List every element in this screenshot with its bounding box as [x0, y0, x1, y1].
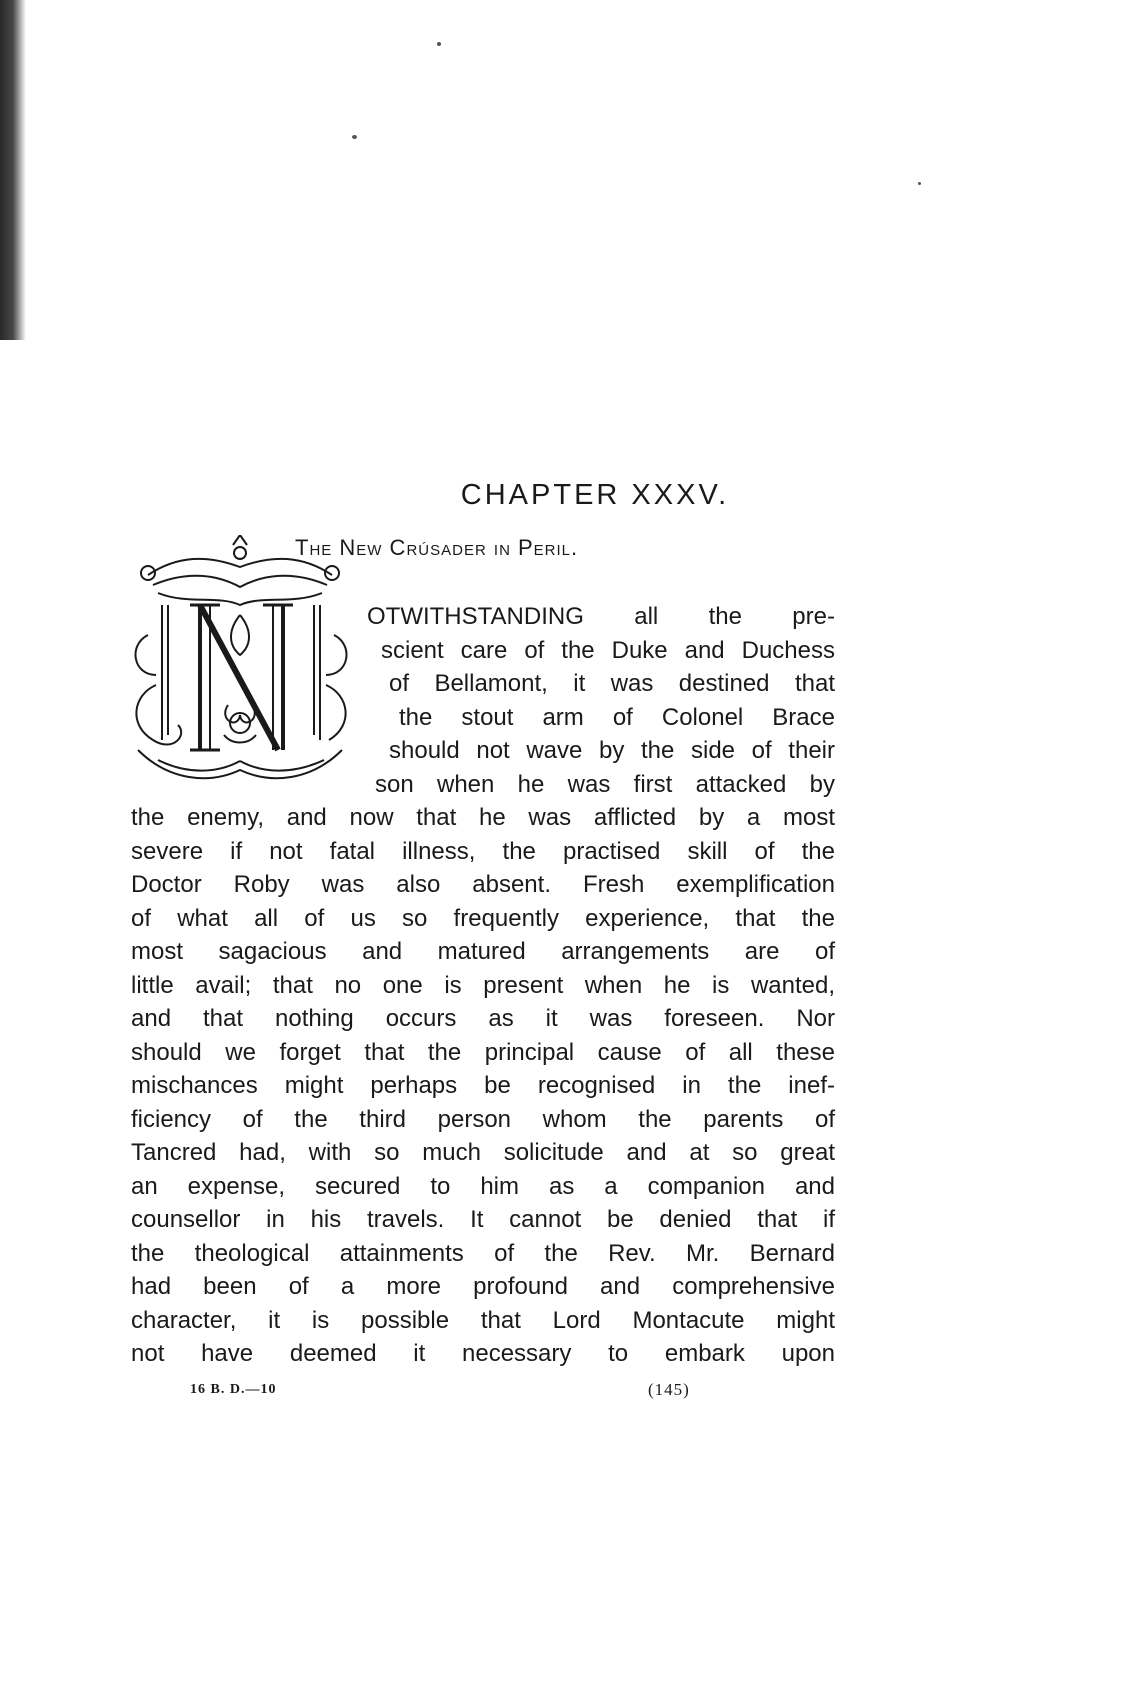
- page-number: (145): [648, 1380, 690, 1399]
- body-line: Doctor Roby was also absent. Fresh exemplification: [131, 871, 835, 898]
- chapter-subtitle: The New Crúsader in Peril.: [295, 535, 579, 560]
- body-line: counsellor in his travels. It cannot be denied that if: [131, 1206, 835, 1233]
- body-line: son when he was first attacked by: [375, 770, 835, 798]
- body-line: OTWITHSTANDING all the pre-: [367, 603, 835, 630]
- printer-signature: 16 B. D.—10: [190, 1382, 277, 1397]
- body-line: scient care of the Duke and Duchess: [381, 636, 835, 664]
- body-line: mischances might perhaps be recognised in the inef-: [131, 1072, 835, 1099]
- chapter-body: [131, 600, 835, 1371]
- paper-speck: [918, 182, 921, 185]
- body-line: and that nothing occurs as it was foreseen. Nor: [131, 1005, 835, 1032]
- body-line: the stout arm of Colonel Brace: [399, 703, 835, 731]
- chapter-heading: CHAPTER XXXV.: [460, 479, 730, 512]
- body-line: of what all of us so frequently experience, that the: [131, 904, 835, 932]
- body-line: had been of a more profound and comprehensive: [131, 1273, 835, 1300]
- paper-speck: [437, 42, 441, 46]
- body-line: character, it is possible that Lord Montacute might: [131, 1306, 835, 1334]
- body-line: should not wave by the side of their: [389, 737, 835, 764]
- body-line: ficiency of the third person whom the parents of: [131, 1105, 835, 1133]
- paper-speck: [352, 135, 357, 139]
- body-line: should we forget that the principal cause of all these: [131, 1038, 835, 1066]
- body-line: most sagacious and matured arrangements are of: [131, 938, 835, 965]
- body-line: Tancred had, with so much solicitude and at so great: [131, 1139, 835, 1166]
- body-line: the enemy, and now that he was afflicted by a most: [131, 804, 835, 831]
- binding-shadow: [0, 0, 26, 340]
- body-line: severe if not fatal illness, the practised skill of the: [131, 837, 835, 865]
- body-line: little avail; that no one is present when he is wanted,: [131, 971, 835, 999]
- body-line: an expense, secured to him as a companion and: [131, 1172, 835, 1200]
- body-line: of Bellamont, it was destined that: [389, 670, 835, 697]
- body-line: not have deemed it necessary to embark upon: [131, 1340, 835, 1367]
- body-line: the theological attainments of the Rev. Mr. Bernard: [131, 1239, 835, 1267]
